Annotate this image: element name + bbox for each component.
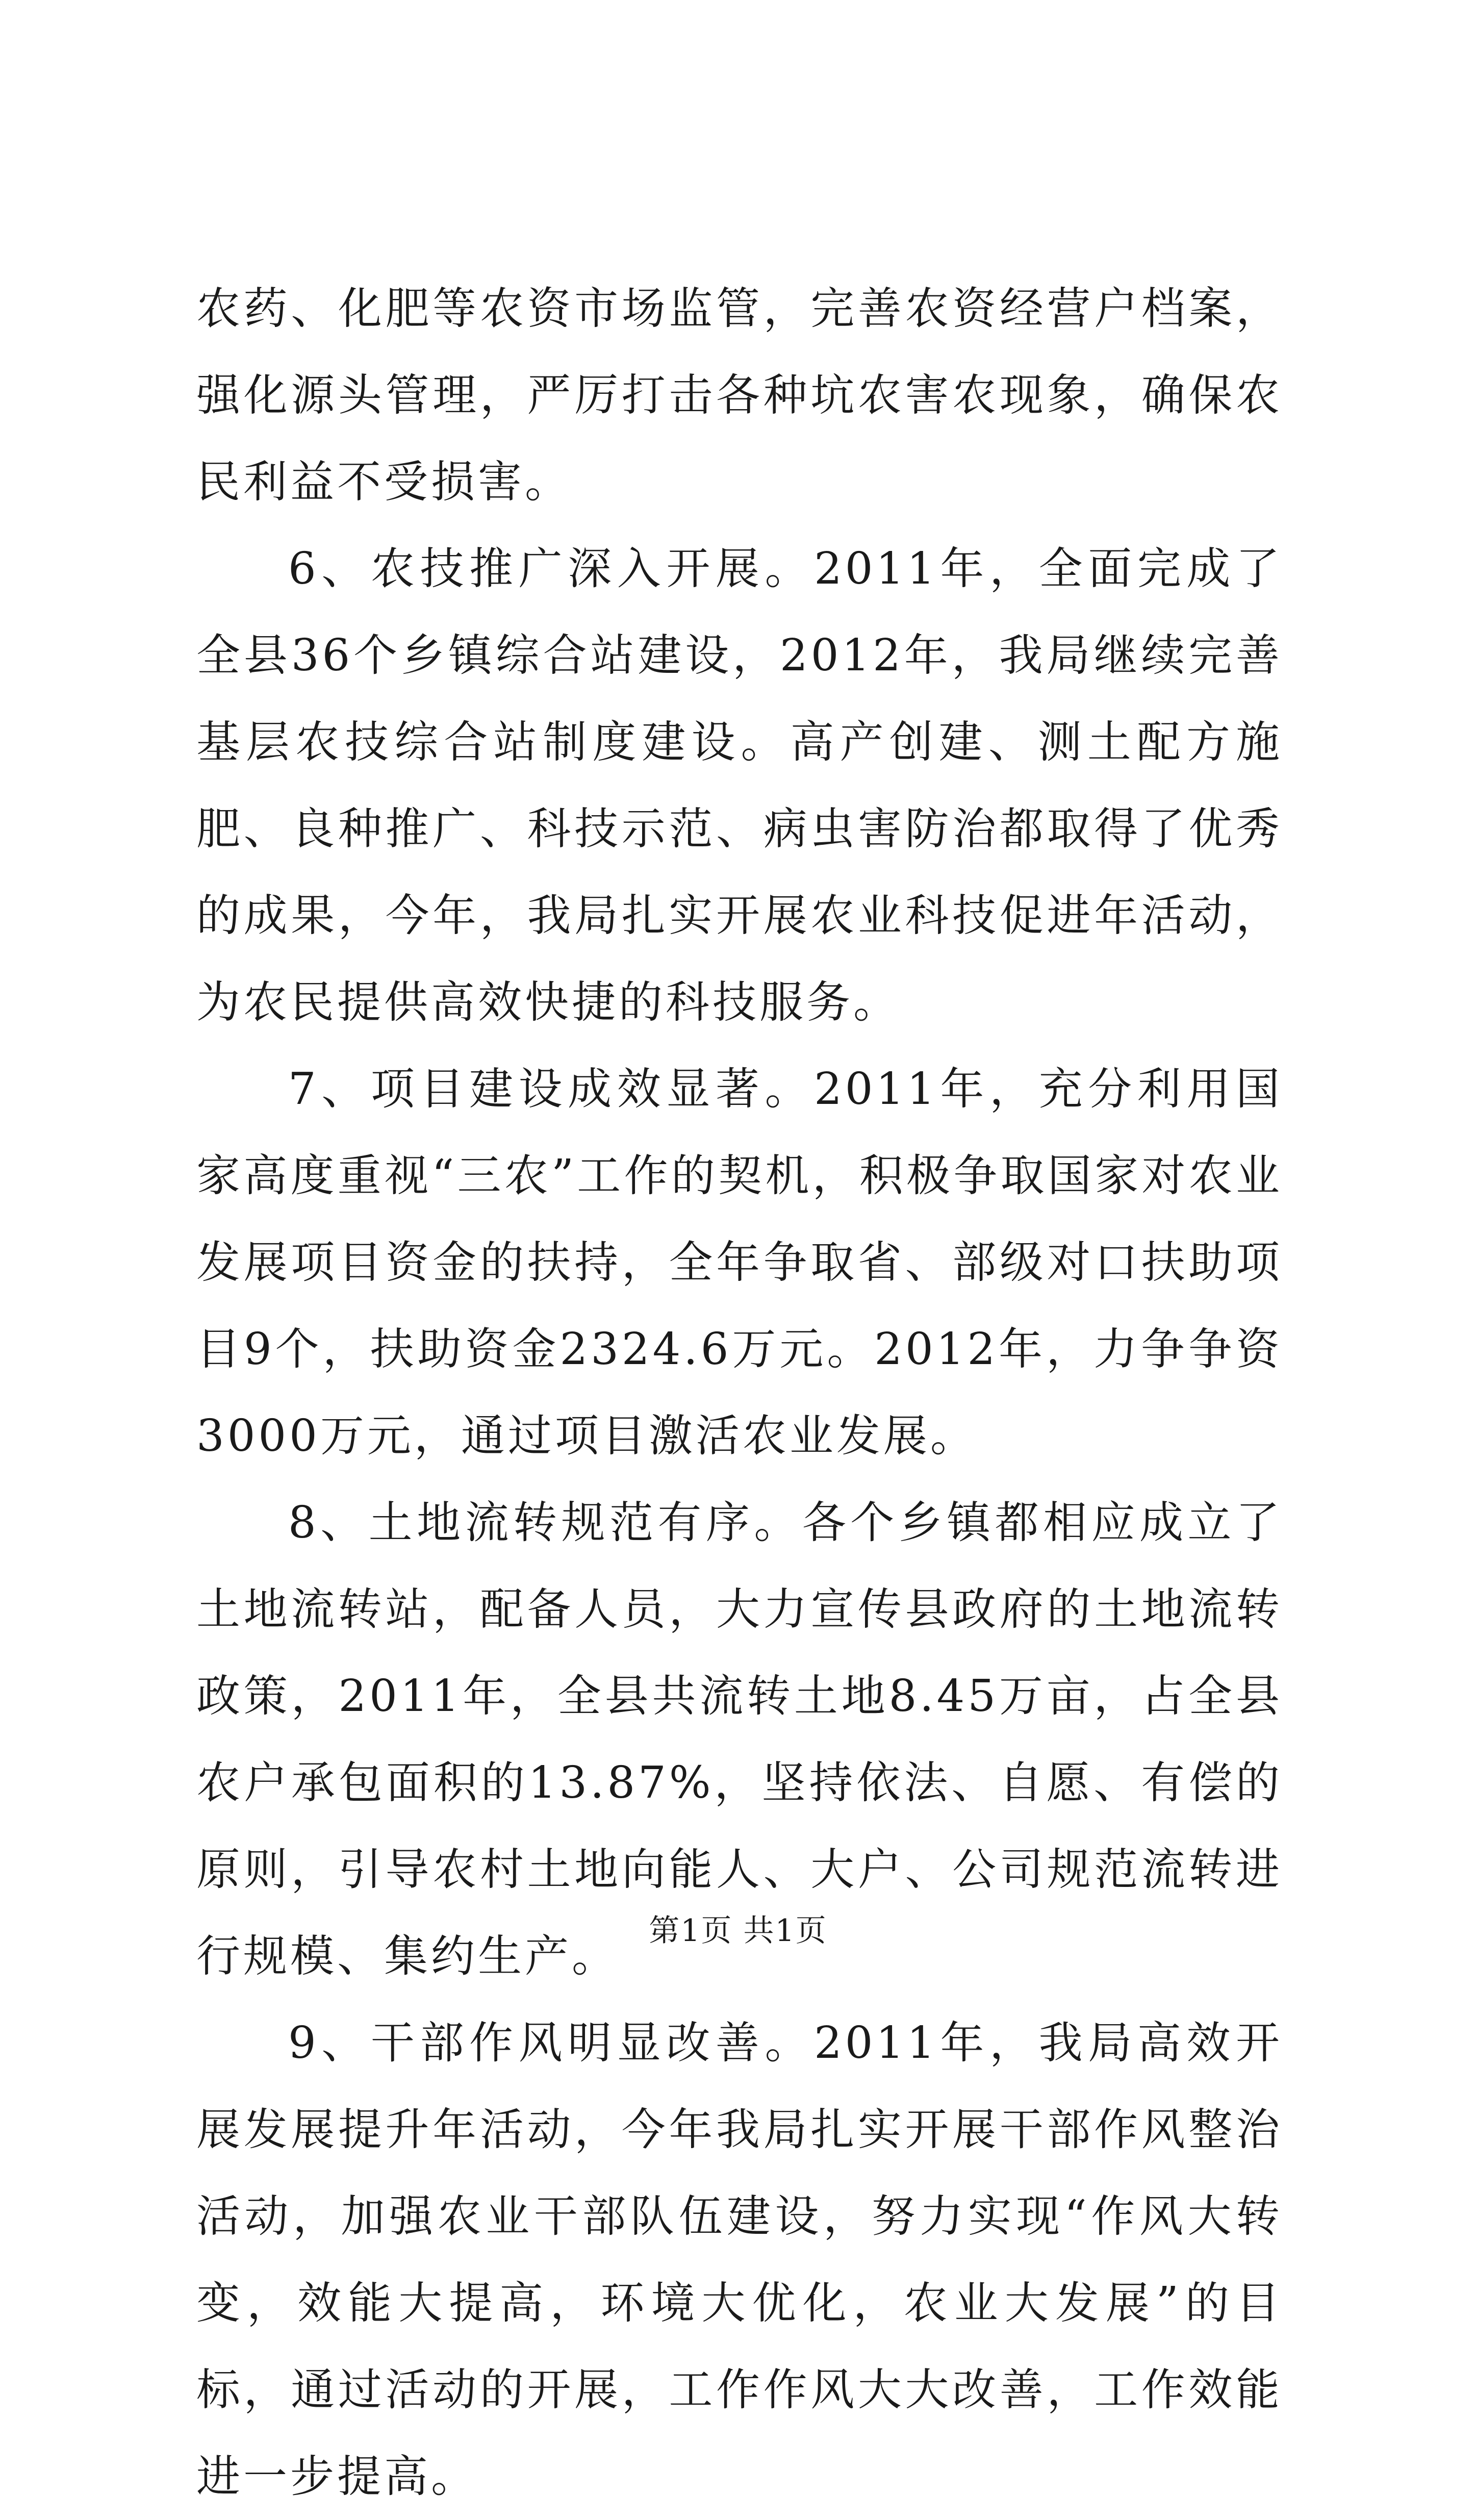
page-footer: 第1页 共1页 <box>649 1913 827 1949</box>
paragraph-item-7: 7、项目建设成效显著。2011年，充分利用国家高度重视“三农”工作的契机，积极争取国家对农业发展项目资金的扶持，全年争取省、部级对口扶助项目9个，扶助资金2324.6万元。2012年，力争争资3000万元，通过项目激活农业发展。 <box>196 1064 1283 1461</box>
document-body <box>196 265 1283 2520</box>
paragraph-item-8: 8、土地流转规范有序。各个乡镇都相应成立了土地流转站，配备人员，大力宣传县政府的土地流转政策，2011年，全县共流转土地8.45万亩，占全县农户承包面积的13.87%，坚持依法、自愿、有偿的原则，引导农村土地向能人、大户、公司规范流转进行规模、集约生产。 <box>196 1497 1283 1982</box>
paragraph-item-9: 9、干部作风明显改善。2011年，我局高效开展发展提升年活动，今年我局扎实开展干部作风整治活动，加强农业干部队伍建设，努力实现“作风大转变，效能大提高，环境大优化，农业大发展”的目标，通过活动的开展，工作作风大大改善，工作效能进一步提高。 <box>196 2018 1283 2502</box>
paragraph-item-6: 6、农技推广深入开展。2011年，全面完成了全县36个乡镇综合站建设，2012年，我局继续完善基层农技综合站制度建设。高产创建、测土配方施肥、良种推广、科技示范、病虫害防治都取得了优秀的成果，今年，我局扎实开展农业科技促进年活动，为农民提供高效快捷的科技服务。 <box>196 543 1283 1028</box>
paragraph-continuation: 农药、化肥等农资市场监管，完善农资经营户档案，强化源头管理，严厉打击各种坑农害农现象，确保农民利益不受损害。 <box>196 283 1283 508</box>
